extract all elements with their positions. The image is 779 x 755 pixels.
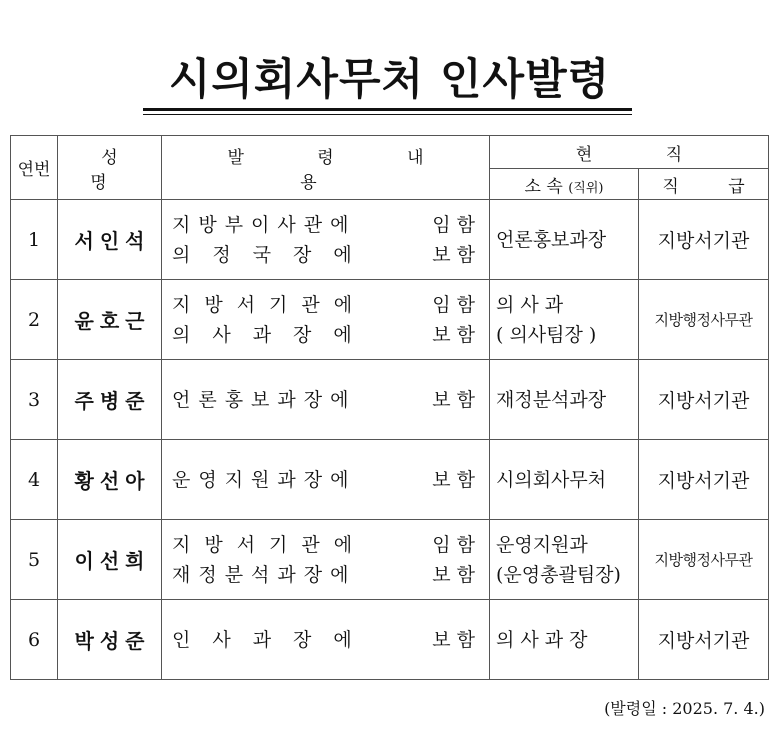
header-name: 성 명 (58, 136, 162, 200)
row-number: 1 (11, 200, 58, 280)
current-affiliation (490, 280, 639, 360)
table-row (11, 520, 769, 600)
row-number: 3 (11, 360, 58, 440)
appointment-action: 보함 (432, 563, 481, 586)
current-grade: 지방행정사무관 (639, 280, 769, 360)
current-dept: 의 사 과 장 (496, 628, 588, 651)
appointment-line-1 (172, 465, 481, 495)
person-name: 황선아 (58, 440, 162, 520)
person-name: 박성준 (58, 600, 162, 680)
current-grade: 지방서기관 (639, 600, 769, 680)
header-current: 현 직 (490, 136, 769, 169)
current-affiliation (490, 520, 639, 600)
appointment-line-1 (172, 625, 481, 655)
row-number: 2 (11, 280, 58, 360)
current-grade: 지방서기관 (639, 360, 769, 440)
appointment-target: 언론홍보과장에 (172, 388, 357, 411)
current-dept: 시의회사무처 (496, 468, 607, 491)
table-row (11, 280, 769, 360)
header-dept-label: 소 속 (524, 176, 563, 197)
appointment-target: 지방부이사관에 (172, 213, 357, 236)
page-title: 시의회사무처 인사발령 (168, 55, 611, 105)
appointment-line-1 (172, 290, 481, 320)
appointment-table (10, 135, 769, 680)
appointment-action: 보함 (432, 388, 481, 411)
current-dept: 재정분석과장 (496, 388, 607, 411)
appointment-line-1 (172, 385, 481, 415)
current-affiliation (490, 440, 639, 520)
appointment-action: 보함 (432, 243, 481, 266)
appointment-line-2 (172, 240, 481, 270)
table-row (11, 600, 769, 680)
person-name: 윤호근 (58, 280, 162, 360)
appointment-content (162, 200, 490, 280)
person-name: 이선희 (58, 520, 162, 600)
header-no: 연번 (11, 136, 58, 200)
appointment-content (162, 360, 490, 440)
table-row (11, 360, 769, 440)
current-position: (운영총괄팀장) (496, 563, 621, 586)
appointment-target: 지방서기관에 (172, 533, 367, 556)
appointment-action: 보함 (432, 468, 481, 491)
title-underline-thick (143, 108, 632, 111)
current-dept: 의 사 과 (496, 293, 564, 316)
appointment-action: 임함 (432, 213, 481, 236)
person-name: 서인석 (58, 200, 162, 280)
current-dept: 운영지원과 (496, 533, 588, 556)
table-row (11, 200, 769, 280)
current-grade: 지방서기관 (639, 440, 769, 520)
header-content: 발 령 내 용 (162, 136, 490, 200)
appointment-content (162, 520, 490, 600)
current-dept: 언론홍보과장 (496, 228, 607, 251)
appointment-target: 의정국장에 (172, 243, 374, 266)
appointment-content (162, 280, 490, 360)
current-grade: 지방서기관 (639, 200, 769, 280)
current-grade: 지방행정사무관 (639, 520, 769, 600)
current-affiliation (490, 600, 639, 680)
appointment-line-1 (172, 210, 481, 240)
appointment-content (162, 600, 490, 680)
row-number: 6 (11, 600, 58, 680)
current-affiliation (490, 360, 639, 440)
person-name: 주병준 (58, 360, 162, 440)
appointment-action: 임함 (432, 533, 481, 556)
appointment-action: 보함 (432, 323, 481, 346)
title-underline-thin (143, 114, 632, 115)
appointment-content (162, 440, 490, 520)
appointment-target: 지방서기관에 (172, 293, 367, 316)
appointment-target: 운영지원과장에 (172, 468, 357, 491)
appointment-line-2 (172, 320, 481, 350)
row-number: 4 (11, 440, 58, 520)
current-affiliation (490, 200, 639, 280)
table-row (11, 440, 769, 520)
current-position: ( 의사팀장 ) (496, 323, 597, 346)
appointment-line-2 (172, 560, 481, 590)
appointment-action: 보함 (432, 628, 481, 651)
appointment-target: 의사과장에 (172, 323, 374, 346)
row-number: 5 (11, 520, 58, 600)
header-grade: 직 급 (639, 169, 769, 200)
header-dept (490, 169, 639, 200)
appointment-target: 인사과장에 (172, 628, 374, 651)
appointment-date: (발령일 : 2025. 7. 4.) (604, 699, 765, 718)
appointment-target: 재정분석과장에 (172, 563, 357, 586)
appointment-action: 임함 (432, 293, 481, 316)
header-dept-note: (직위) (568, 180, 604, 196)
appointment-line-1 (172, 530, 481, 560)
